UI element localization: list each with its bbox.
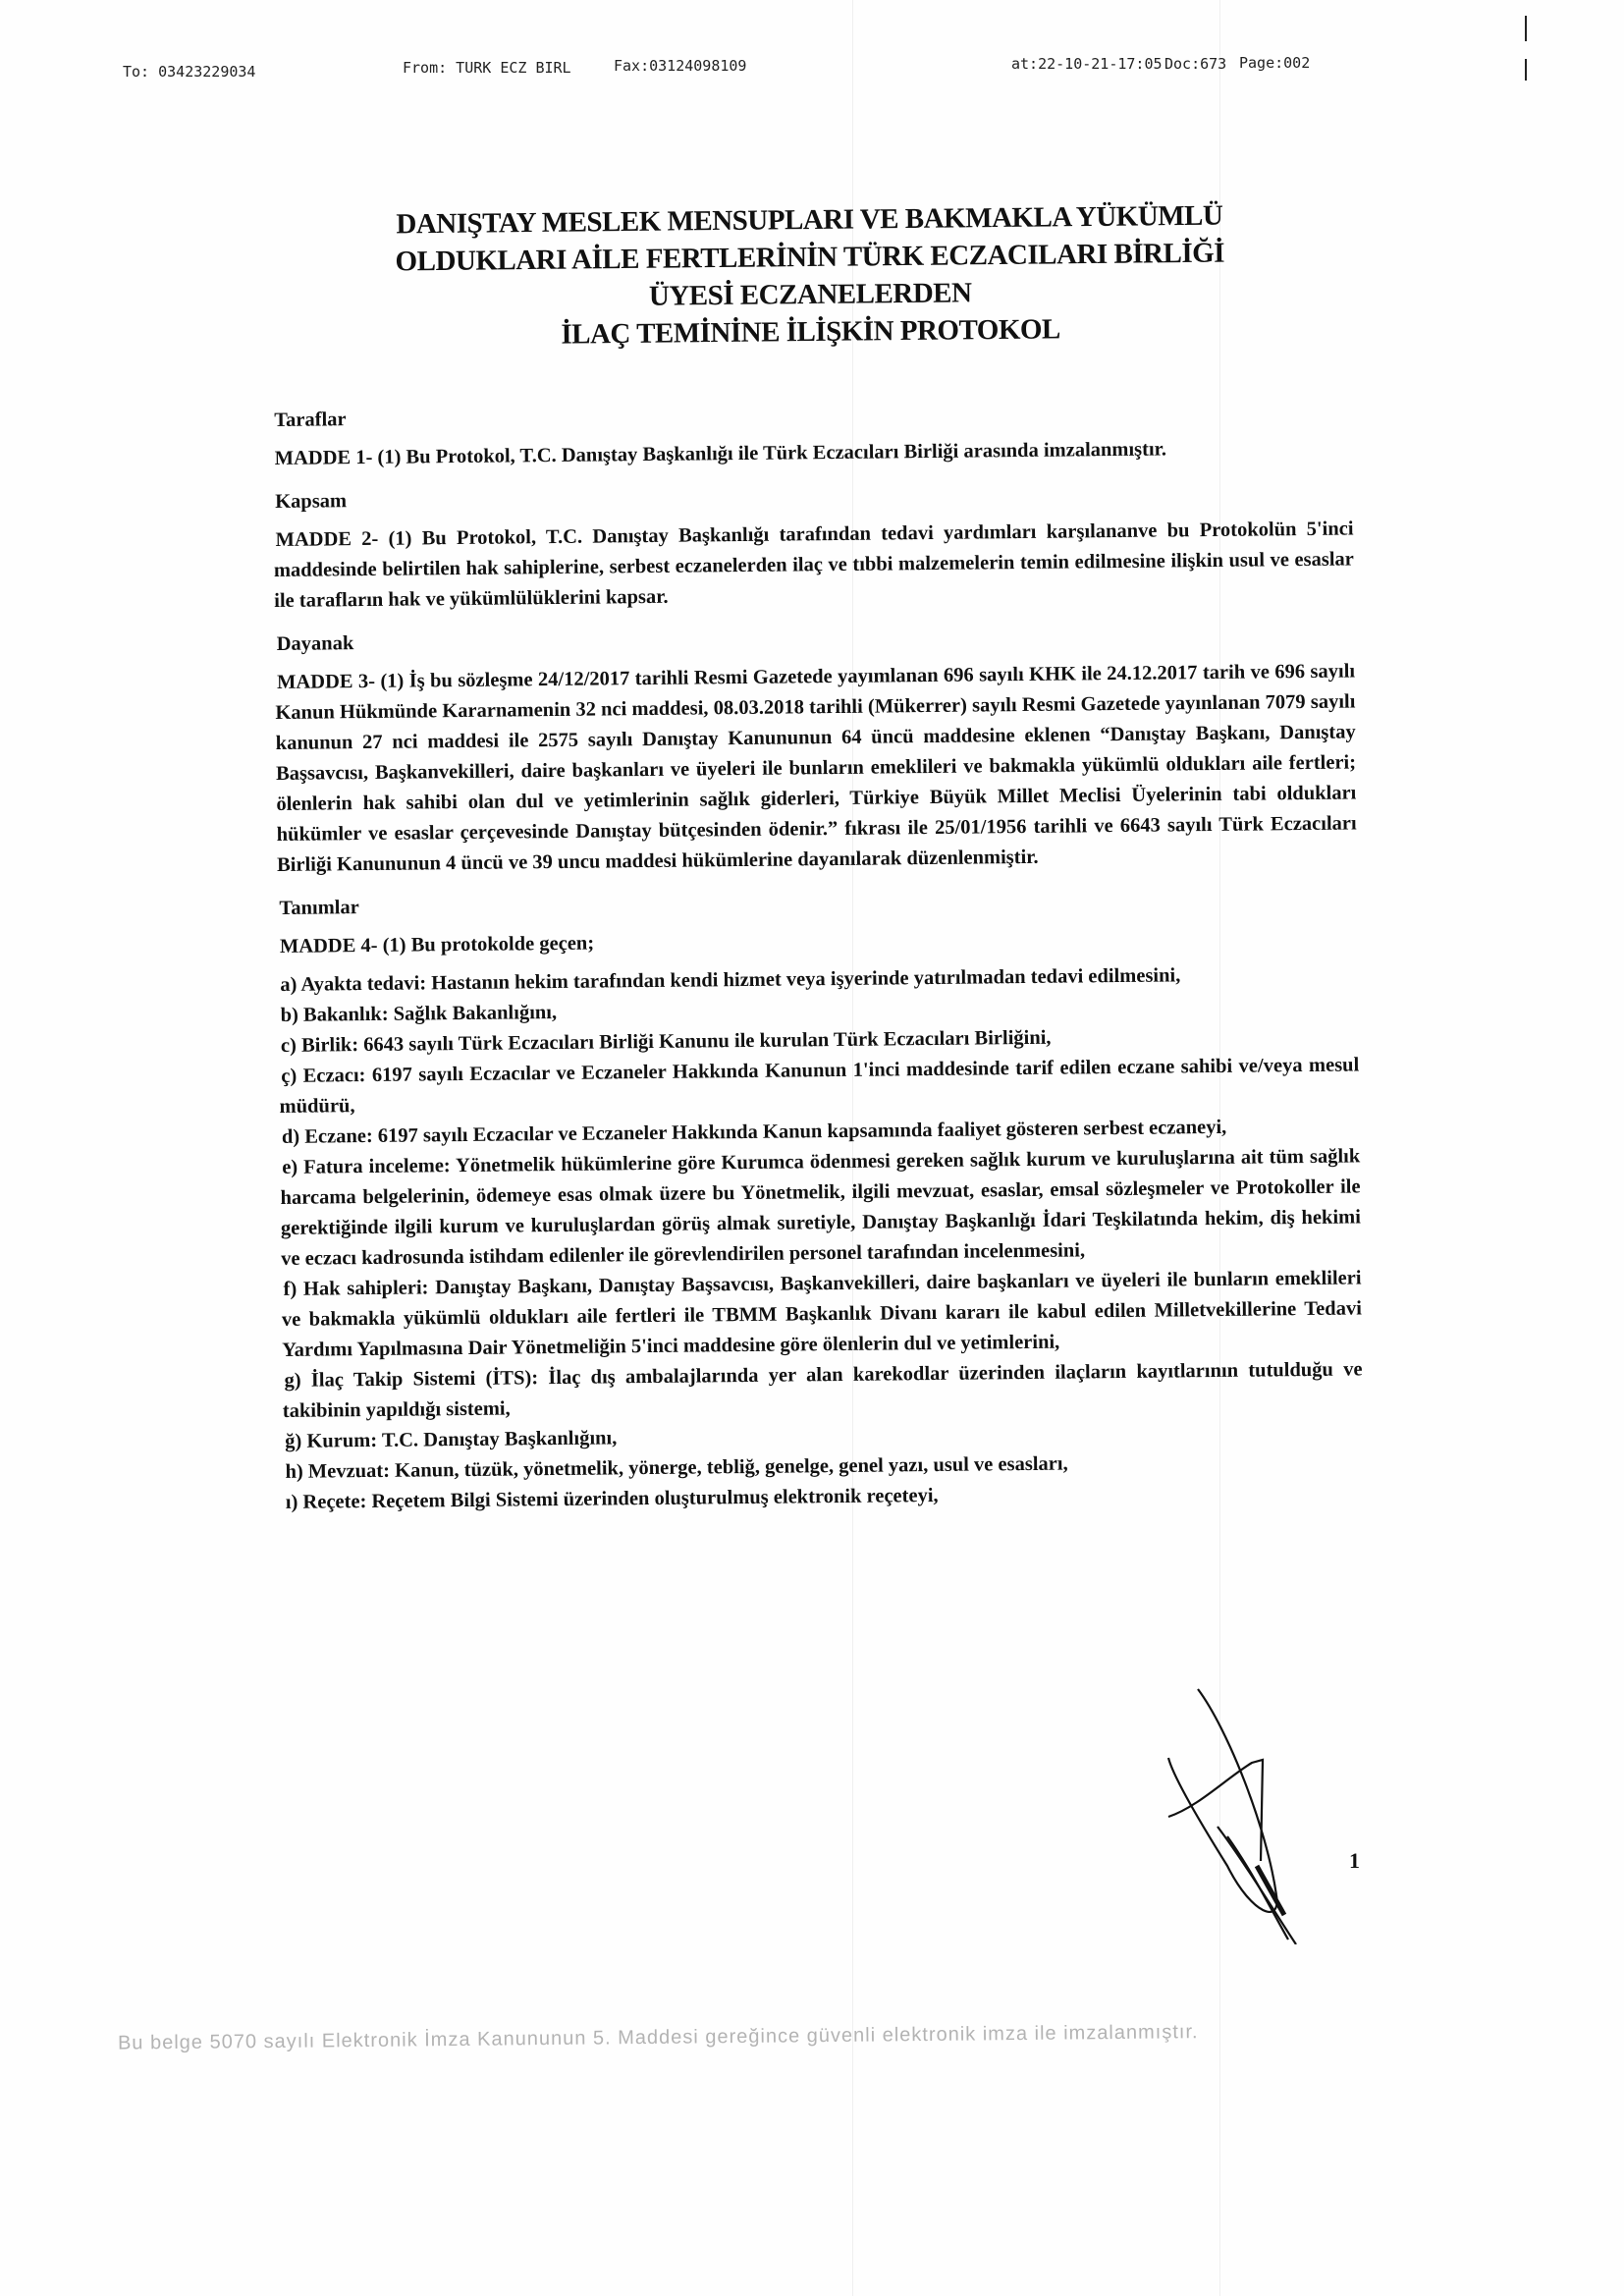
- definition-item: ğ) Kurum: T.C. Danıştay Başkanlığını,: [285, 1427, 618, 1452]
- handwritten-signature: [1159, 1669, 1384, 1944]
- title-line: DANIŞTAY MESLEK MENSUPLARI VE BAKMAKLA YÜKÜMLÜ: [396, 199, 1223, 241]
- fax-timestamp: at:22-10-21-17:05: [1011, 55, 1163, 73]
- definition-item: ı) Reçete: Reçetem Bilgi Sistemi üzerinden oluşturulmuş elektronik reçeteyi,: [285, 1484, 939, 1513]
- page-number: 1: [1349, 1848, 1360, 1873]
- section-heading-tanimlar: Tanımlar: [279, 897, 359, 919]
- signature-stroke: [1218, 1827, 1296, 1944]
- madde-4-intro: MADDE 4- (1) Bu protokolde geçen;: [279, 932, 595, 957]
- fax-doc-number: Doc:673: [1164, 55, 1227, 73]
- definition-item: ç) Eczacı: 6197 sayılı Eczacılar ve Eczaneler Hakkında Kanunun 1'inci maddesinde tarif edilen eczane sahibi ve/veya mesul müdürü,: [279, 1054, 1360, 1118]
- title-line: ÜYESİ ECZANELERDEN: [648, 277, 972, 312]
- madde-2: MADDE 2- (1) Bu Protokol, T.C. Danıştay Başkanlığı tarafından tedavi yardımları karşılananve bu Protokolün 5'inci maddesinde belirtilen hak sahiplerine, serbest eczanelerden ilaç ve tıbbi malzemelerin temin edilmesine ilişkin usul ve esaslar ile tarafların hak ve yükümlülüklerini kapsar.: [273, 518, 1354, 612]
- madde-1: MADDE 1- (1) Bu Protokol, T.C. Danıştay Başkanlığı ile Türk Eczacıları Birliği arasında imzalanmıştır.: [274, 438, 1167, 469]
- definition-item: h) Mevzuat: Kanun, tüzük, yönetmelik, yönerge, tebliğ, genelge, genel yazı, usul ve esasları,: [285, 1452, 1068, 1483]
- section-heading-kapsam: Kapsam: [275, 490, 348, 513]
- e-signature-footer-stamp: Bu belge 5070 sayılı Elektronik İmza Kanununun 5. Maddesi gereğince güvenli elektronik imza ile imzalanmıştır.: [117, 2021, 1199, 2054]
- definition-item: c) Birlik: 6643 sayılı Türk Eczacıları Birliği Kanunu ile kurulan Türk Eczacıları Birliğini,: [280, 1026, 1052, 1057]
- section-heading-taraflar: Taraflar: [274, 409, 347, 431]
- title-line: OLDUKLARI AİLE FERTLERİNİN TÜRK ECZACILARI BİRLİĞİ: [395, 237, 1225, 278]
- fax-header: [0, 49, 1624, 88]
- document-body: [272, 381, 1364, 1517]
- madde-3: MADDE 3- (1) İş bu sözleşme 24/12/2017 tarihli Resmi Gazetede yayımlanan 696 sayılı KHK ile 24.12.2017 tarih ve 696 sayılı Kanun Hükmünde Kararnamenin 32 nci maddesi, 08.03.2018 tarihli (Mükerrer) sayılı Resmi Gazetede yayınlanan 7079 sayılı kanunun 27 nci maddesi ile 2575 sayılı Danıştay Kanununun 64 üncü maddesine eklenen “Danıştay Başkanı, Danıştay Başsavcısı, Başkanvekilleri, daire başkanları ve üyeleri ile bunların emeklileri ve bakmakla yükümlü oldukları aile fertleri; ölenlerin hak sahibi olan dul ve yetimlerinin sağlık giderleri, Türkiye Büyük Millet Meclisi Üyelerinin tabi oldukları hükümler ve esaslar çerçevesinde Danıştay bütçesinden ödenir.” fıkrası ile 25/01/1956 tarihli ve 6643 sayılı Türk Eczacıları Birliği Kanununun 4 üncü ve 39 uncu maddesi hükümlerine dayanılarak düzenlenmiştir.: [275, 660, 1357, 876]
- signature-stroke: [1168, 1689, 1277, 1912]
- fax-from: From: TURK ECZ BIRL: [403, 59, 571, 77]
- fax-to: To: 03423229034: [123, 63, 256, 81]
- definition-item: f) Hak sahipleri: Danıştay Başkanı, Danıştay Başsavcısı, Başkanvekilleri, daire başkanları ve üyeleri ile bunların emeklileri ve bakmakla yükümlü oldukları aile fertleri ile TBMM Başkanlık Divanı kararı ile kabul edilen Milletvekillerine Tedavi Yardımı Yapılmasına Dair Yönetmeliğin 5'inci maddesine göre ölenlerin dul ve yetimlerini,: [281, 1267, 1362, 1361]
- section-heading-dayanak: Dayanak: [276, 632, 354, 655]
- fax-number: Fax:03124098109: [614, 57, 747, 75]
- document-title: [244, 195, 1376, 356]
- page-edge-mark: [1525, 16, 1527, 41]
- definition-item: b) Bakanlık: Sağlık Bakanlığını,: [280, 1001, 558, 1026]
- definition-item: d) Eczane: 6197 sayılı Eczacılar ve Eczaneler Hakkında Kanun kapsamında faaliyet gösteren serbest eczaneyi,: [281, 1116, 1227, 1148]
- definition-item: g) İlaç Takip Sistemi (İTS): İlaç dış ambalajlarında yer alan karekodlar üzerinden ilaçların kayıtlarının tutulduğu ve takibinin yapıldığı sistemi,: [282, 1358, 1363, 1422]
- fax-page-number: Page:002: [1239, 54, 1311, 72]
- definition-item: a) Ayakta tedavi: Hastanın hekim tarafından kendi hizmet veya işyerinde yatırılmadan tedavi edilmesini,: [280, 964, 1181, 996]
- definition-item: e) Fatura inceleme: Yönetmelik hükümlerine göre Kurumca ödenmesi gereken sağlık kurum ve kuruluşlarına ait tüm sağlık harcama belgelerinin, ödemeye esas olmak üzere bu Yönetmelik, ilgili mevzuat, esaslar, emsal sözleşmeler ve Protokoller ile gerektiğinde ilgili kurum ve kuruluşlardan görüş almak suretiyle, Danıştay Başkanlığı İdari Teşkilatında hekim, diş hekimi ve eczacı kadrosunda istihdam edilenler ile görevlendirilen personel tarafından incelenmesini,: [280, 1145, 1361, 1270]
- title-line: İLAÇ TEMİNİNE İLİŞKİN PROTOKOL: [561, 313, 1060, 351]
